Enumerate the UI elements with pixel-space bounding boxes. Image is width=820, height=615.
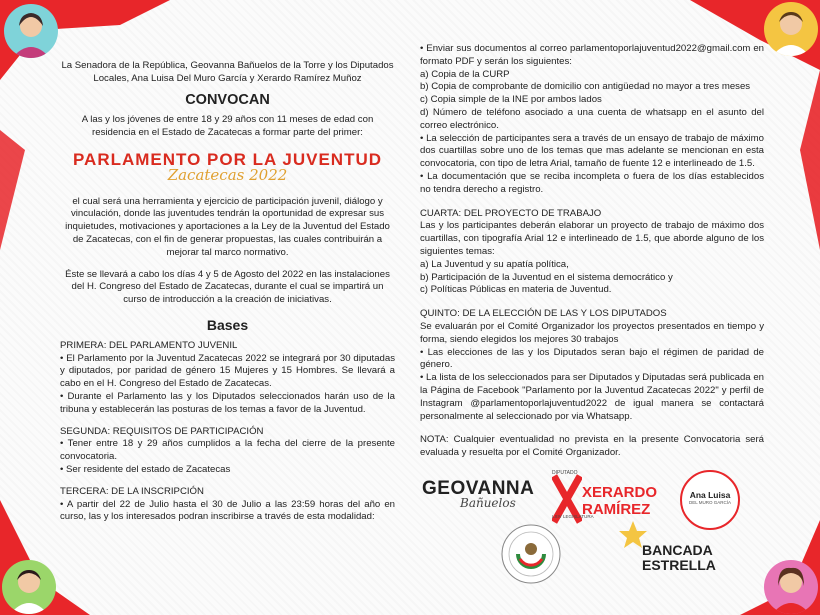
bancada-estrella-logo	[618, 520, 716, 573]
section-cuarta	[420, 208, 764, 298]
list-item: • A partir del 22 de Julio hasta el 30 de Julio a las 23:59 horas del año en curso, las y los interesados podran inscribirse a través de esta modalidad:	[60, 498, 395, 523]
logo-text: DEL MURO GARCÍA	[688, 500, 732, 505]
list-item: • La selección de participantes sera a través de un ensayo de trabajo de máximo dos cuartillas sobre uno de los temas que mas adelante se mencionan en esta convocatoria, con tipo de letra Arial, tamaño de fuente 12 e interlineado de 1.5.	[420, 132, 764, 170]
right-column	[420, 43, 764, 460]
section-segunda	[60, 426, 395, 477]
section-intro: Se evaluarán por el Comité Organizador los proyectos presentados en tiempo y forma, siendo elegidos los mejores 30 trabajos	[420, 320, 764, 345]
list-item: a) Copia de la CURP	[420, 68, 510, 80]
logo-text: ESTRELLA	[642, 557, 716, 573]
envio-intro: • Enviar sus documentos al correo parlamentoporlajuventud2022@gmail.com en formato PDF y serán los siguientes:	[420, 43, 764, 67]
seal-icon	[500, 523, 562, 585]
convocan-heading: CONVOCAN	[185, 91, 270, 108]
list-item: d) Número de teléfono asociado a una cuenta de whatsapp en el asunto del correo electrónico.	[420, 106, 764, 131]
invite-text: A las y los jóvenes de entre 18 y 29 años con 11 meses de edad con residencia en el Estado de Zacatecas a formar parte del primer:	[81, 114, 374, 139]
section-title: QUINTO: DE LA ELECCIÓN DE LAS Y LOS DIPUTADOS	[420, 308, 667, 320]
legislature-seal	[500, 523, 562, 585]
logo-text: DIPUTADO	[552, 470, 578, 476]
list-item: c) Copia simple de la INE por ambos lados	[420, 94, 602, 106]
list-item: • La documentación que se reciba incompleta o fuera de los días establecidos no tendra derecho a registro.	[420, 170, 764, 195]
logo-text: Bañuelos	[460, 496, 516, 510]
list-item: • El Parlamento por la Juventud Zacatecas 2022 se integrará por 30 diputadas y diputados, por paridad de género 15 Mujeres y 15 Hombres. Se llevará a cabo en el H. Congreso del Estado de Zacatecas.	[60, 352, 395, 390]
section-intro: Las y los participantes deberán elaborar un proyecto de trabajo de máximo dos cuartillas, con tipografía Arial 12 e interlineado de 1.5, que aborde alguno de los siguientes temas:	[420, 220, 764, 257]
section-title: CUARTA: DEL PROYECTO DE TRABAJO	[420, 207, 602, 219]
note-text: NOTA: Cualquier eventualidad no prevista en la presente Convocatoria será evaluada y resuelta por el Comité Organizador.	[420, 434, 764, 459]
logo-text: BANCADA	[642, 542, 713, 558]
intro-text: La Senadora de la República, Geovanna Bañuelos de la Torre y los Diputados Locales, Ana Luisa Del Muro García y Xerardo Ramírez Muñoz	[61, 60, 394, 84]
section-quinto	[420, 308, 764, 423]
event-subtitle: Zacatecas 2022	[167, 165, 288, 184]
avatar-bottom-left	[2, 560, 56, 614]
avatar-bottom-right	[764, 560, 818, 614]
section-title: PRIMERA: DEL PARLAMENTO JUVENIL	[60, 339, 238, 351]
avatar-top-right	[764, 2, 818, 56]
list-item: • Ser residente del estado de Zacatecas	[60, 463, 231, 475]
section-primera	[60, 340, 395, 417]
logo-text: LXIV LEGISLATURA	[552, 514, 594, 519]
bases-heading: Bases	[206, 316, 249, 333]
list-item: c) Políticas Públicas en materia de Juventud.	[420, 284, 612, 296]
list-item: • Las elecciones de las y los Diputados seran bajo el régimen de paridad de género.	[420, 346, 764, 371]
list-item: a) La Juventud y su apatía política,	[420, 258, 569, 270]
logo-text: RAMÍREZ	[582, 501, 651, 518]
avatar-top-left	[4, 4, 58, 58]
list-item: • Durante el Parlamento las y los Diputados seleccionados harán uso de la tribuna y establecerán las posturas de los temas a favor de la Juventud.	[60, 390, 395, 415]
section-tercera	[60, 486, 395, 524]
section-title: SEGUNDA: REQUISITOS DE PARTICIPACIÓN	[60, 425, 264, 437]
logo-text: Ana Luisa	[689, 490, 731, 500]
xerardo-logo	[552, 470, 662, 522]
logo-text: XERARDO	[582, 484, 658, 501]
description-text: el cual será una herramienta y ejercicio de participación juvenil, diálogo y vinculación, donde las juventudes tendrán la oportunidad de expresar sus inquietudes, motivaciones y aportaciones a la Ley de la Juventud del Estado de Zacatecas, con el fin de generar propuestas, las cuales contribuirán a mejorar tal marco normativo.	[65, 195, 390, 258]
left-column	[60, 60, 395, 524]
list-item: • Tener entre 18 y 29 años cumplidos a la fecha del cierre de la presente convocatoria.	[60, 438, 395, 463]
dates-text: Éste se llevará a cabo los días 4 y 5 de Agosto del 2022 en las instalaciones del H. Congreso del Estado de Zacatecas, durante el cual se impartirá un curso de introducción a la creación de iniciativas.	[65, 268, 390, 306]
list-item: b) Participación de la Juventud en el sistema democrático y	[420, 271, 673, 283]
list-item: • La lista de los seleccionados para ser Diputados y Diputadas será publicada en la Página de Facebook "Parlamento por la Juventud Zacatecas 2022" y perfil de Instagram @parlamentoporlajuventud2022 de igual manera se contactará personalmente al seleccionado por via Whatsapp.	[420, 372, 764, 422]
geovanna-logo	[422, 478, 537, 518]
section-title: TERCERA: DE LA INSCRIPCIÓN	[60, 485, 204, 497]
event-title: PARLAMENTO POR LA JUVENTUD	[72, 149, 383, 169]
list-item: b) Copia de comprobante de domicilio con antigüedad no mayor a tres meses	[420, 81, 751, 93]
logo-text: GEOVANNA	[422, 478, 535, 499]
